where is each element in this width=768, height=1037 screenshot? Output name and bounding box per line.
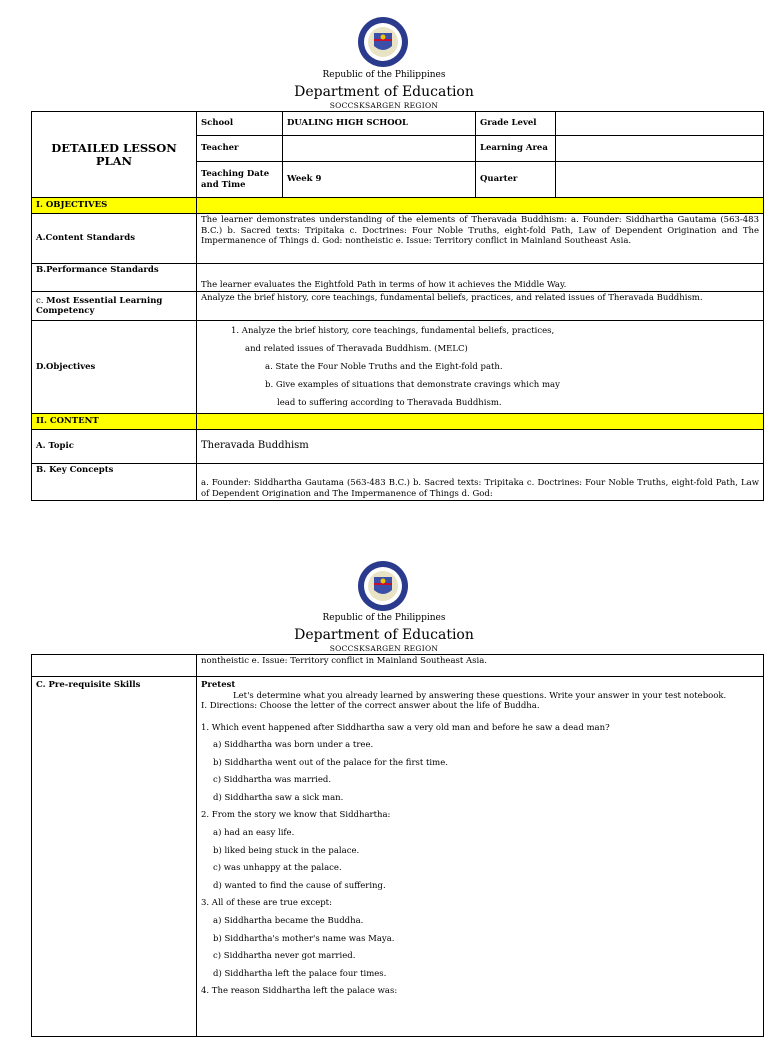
date-value: Week 9 [283, 162, 476, 198]
objective-line: a. State the Four Noble Truths and the Eight-fold path. [265, 362, 503, 372]
key-concepts-label: B. Key Concepts [32, 464, 197, 501]
date-label: Teaching Date and Time [197, 162, 283, 198]
prereq-label: C. Pre-requisite Skills [32, 677, 197, 1037]
pretest-cell [197, 677, 764, 1037]
region-text: SOCCSKSARGEN REGION [329, 101, 439, 110]
question-text: 4. The reason Siddhartha left the palace was: [201, 986, 398, 997]
deped-seal-icon [357, 16, 409, 68]
objectives-list [197, 321, 764, 414]
department-title: Department of Education [294, 627, 474, 643]
content-heading: II. CONTENT [32, 414, 197, 430]
melc-text: Analyze the brief history, core teachings, fundamental beliefs, practices, and related issues of Theravada Buddhism. [197, 292, 764, 321]
question-text: 1. Which event happened after Siddhartha saw a very old man and before he saw a dead man? [201, 722, 610, 733]
continuation-label-cell [32, 655, 197, 677]
grade-label: Grade Level [476, 112, 556, 136]
objective-line: b. Give examples of situations that demonstrate cravings which may [265, 380, 560, 390]
region-text: SOCCSKSARGEN REGION [329, 644, 439, 653]
pretest-title: Pretest [201, 680, 236, 690]
lesson-plan-table [31, 111, 764, 501]
question-list [201, 720, 759, 1002]
area-label: Learning Area [476, 136, 556, 162]
melc-prefix: c. [36, 295, 44, 306]
pretest-directions: I. Directions: Choose the letter of the correct answer about the life of Buddha. [201, 701, 540, 711]
grade-value [556, 112, 764, 136]
key-concepts-text: a. Founder: Siddhartha Gautama (563-483 B.C.) b. Sacred texts: Tripitaka c. Doctrines: Four Noble Truths, eight-fold Path, Law of Dependent Origination and The Impermanence of Things d. God: [197, 464, 764, 501]
teacher-label: Teacher [197, 136, 283, 162]
topic-label: A. Topic [32, 430, 197, 464]
question-option: a) Siddhartha became the Buddha. [213, 916, 364, 927]
question-text: 2. From the story we know that Siddhartha: [201, 810, 391, 821]
objective-line: 1. Analyze the brief history, core teachings, fundamental beliefs, practices, [231, 326, 555, 336]
content-standards-label: A.Content Standards [32, 214, 197, 264]
objective-line: lead to suffering according to Theravada Buddhism. [277, 398, 502, 408]
republic-text: Republic of the Philippines [322, 613, 446, 623]
question-option: b) Siddhartha went out of the palace for the first time. [213, 757, 448, 768]
question-option: a) Siddhartha was born under a tree. [213, 740, 374, 751]
performance-standards-label: B.Performance Standards [32, 264, 197, 292]
objective-line: and related issues of Theravada Buddhism. (MELC) [245, 344, 468, 354]
teacher-value [283, 136, 476, 162]
objectives-heading-fill [197, 198, 764, 214]
question-option: d) Siddhartha saw a sick man. [213, 792, 344, 803]
topic-text: Theravada Buddhism [197, 430, 764, 464]
department-title: Department of Education [294, 84, 474, 100]
question-option: c) Siddhartha was married. [213, 775, 332, 786]
area-value [556, 136, 764, 162]
lesson-plan-table-continued [31, 654, 764, 1037]
objectives-label: D.Objectives [32, 321, 197, 414]
question-option: a) had an easy life. [213, 828, 295, 839]
question-text: 3. All of these are true except: [201, 898, 332, 909]
quarter-value [556, 162, 764, 198]
republic-text: Republic of the Philippines [322, 70, 446, 80]
question-option: b) Siddhartha's mother's name was Maya. [213, 933, 395, 944]
content-heading-fill [197, 414, 764, 430]
deped-seal-icon [357, 560, 409, 612]
melc-label: Most Essential Learning Competency [36, 295, 163, 316]
content-standards-text: The learner demonstrates understanding of the elements of Theravada Buddhism: a. Founder: Siddhartha Gautama (563-483 B.C.) b. Sacred texts: Tripitaka c. Doctrines: Four Noble Truths, eight-fold Path, Law of Dependent Origination and The Impermanence of Things d. God: nontheistic e. Issue: Territory conflict in Mainland Southeast Asia. [197, 214, 764, 264]
school-label: School [197, 112, 283, 136]
pretest-intro: Let's determine what you already learned by answering these questions. Write your answer in your test notebook. [233, 690, 727, 701]
question-option: d) wanted to find the cause of suffering. [213, 880, 386, 891]
key-concepts-continuation: nontheistic e. Issue: Territory conflict in Mainland Southeast Asia. [197, 655, 764, 677]
melc-label-cell [32, 292, 197, 321]
question-option: c) Siddhartha never got married. [213, 951, 356, 962]
performance-standards-text: The learner evaluates the Eightfold Path in terms of how it achieves the Middle Way. [197, 264, 764, 292]
school-value: DUALING HIGH SCHOOL [283, 112, 476, 136]
question-option: b) liked being stuck in the palace. [213, 845, 360, 856]
quarter-label: Quarter [476, 162, 556, 198]
dlp-title: DETAILED LESSON PLAN [32, 112, 197, 198]
question-option: d) Siddhartha left the palace four times. [213, 968, 387, 979]
objectives-heading: I. OBJECTIVES [32, 198, 197, 214]
question-option: c) was unhappy at the palace. [213, 863, 342, 874]
